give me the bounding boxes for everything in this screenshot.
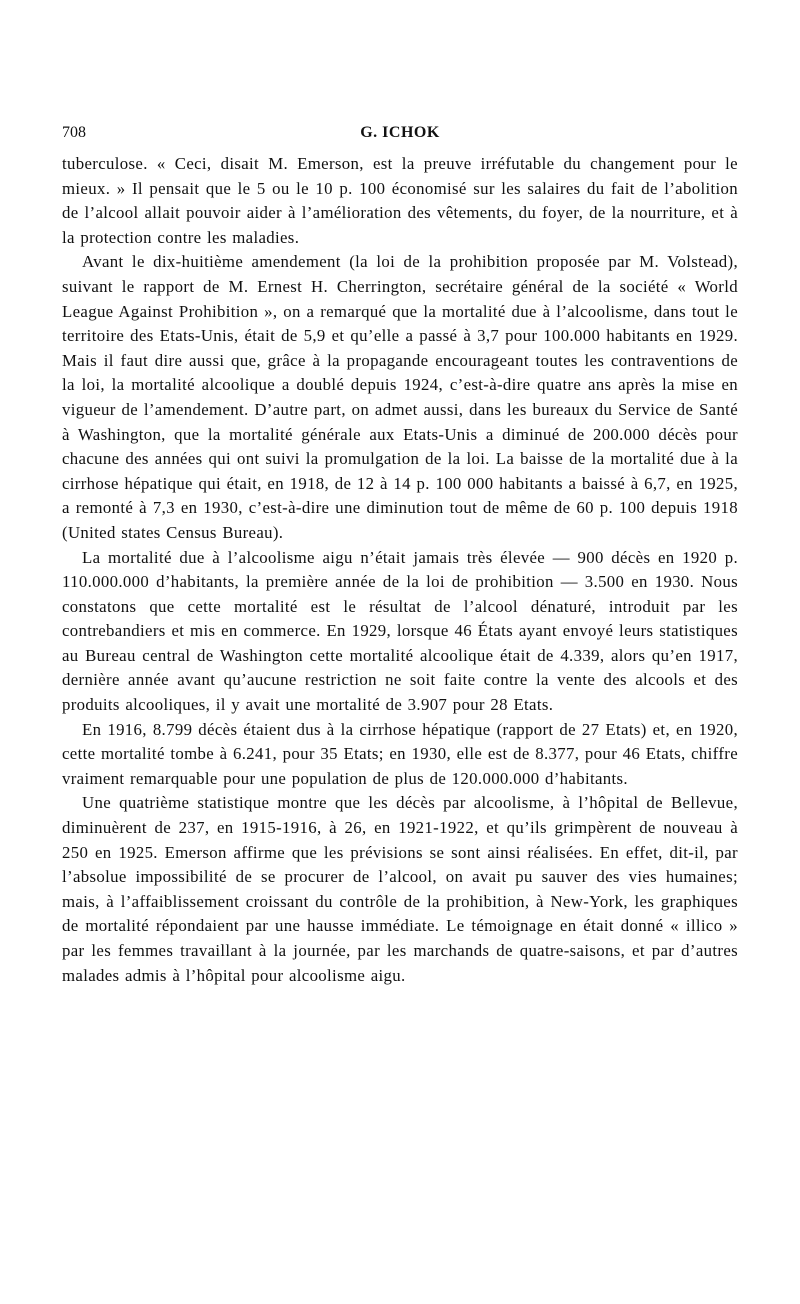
body-text [62, 152, 738, 988]
paragraph-acute-alcoholism: La mortalité due à l’alcoolisme aigu n’était jamais très élevée — 900 décès en 1920 p. 110.000.000 d’habitants, la première année de la loi de prohibition — 3.500 en 1930. Nous constatons que cette mortalité est le résultat de l’alcool dénaturé, introduit par les contrebandiers et mis en commerce. En 1929, lorsque 46 États ayant envoyé leurs statistiques au Bureau central de Washington cette mortalité alcoolique était de 4.339, alors qu’en 1917, dernière année avant qu’aucune restriction ne soit faite contre la vente des alcools et des produits alcooliques, il y avait une mortalité de 3.907 pour 28 Etats. [62, 547, 738, 715]
running-title: G. ICHOK [360, 124, 440, 141]
paragraph-cirrhosis: En 1916, 8.799 décès étaient dus à la cirrhose hépatique (rapport de 27 Etats) et, en 1920, cette mortalité tombe à 6.241, pour 35 Etats; en 1930, elle est de 8.377, pour 46 Etats, chiffre vraiment remarquable pour une population de plus de 120.000.000 d’habitants. [62, 719, 738, 788]
running-head [62, 116, 738, 152]
paragraph-amendment: Avant le dix-huitième amendement (la loi de la prohibition proposée par M. Volstead), suivant le rapport de M. Ernest H. Cherrington, secrétaire général de la société « World League Against Prohibition », on a remarqué que la mortalité due à l’alcoolisme, dans tout le territoire des Etats-Unis, était de 5,9 et qu’elle a passé à 3,7 pour 100.000 habitants en 1929. Mais il faut dire aussi que, grâce à la propagande encourageant toutes les contraventions de la loi, la mortalité alcoolique a doublé depuis 1924, c’est-à-dire quatre ans après la mise en vigueur de l’amendement. D’autre part, on admet aussi, dans les bureaux du Service de Santé à Washington, que la mortalité générale aux Etats-Unis a diminué de 200.000 décès pour chacune des années qui ont suivi la promulgation de la loi. La baisse de la mortalité due à la cirrhose hépatique qui était, en 1918, de 12 à 14 p. 100 000 habitants a baissé à 6,7, en 1925, a remonté à 7,3 en 1930, c’est-à-dire une diminution tout de même de 60 p. 100 depuis 1918 (United states Census Bureau). [62, 252, 738, 542]
page-number: 708 [62, 124, 86, 141]
paragraph-continuation: tuberculose. « Ceci, disait M. Emerson, est la preuve irréfutable du changement pour le mieux. » Il pensait que le 5 ou le 10 p. 100 économisé sur les salaires du fait de l’abolition de l’alcool allait pouvoir aider à l’amélioration des vêtements, du foyer, de la nourriture, et à la protection contre les maladies. [62, 154, 738, 247]
paragraph-bellevue: Une quatrième statistique montre que les décès par alcoolisme, à l’hôpital de Bellevue, diminuèrent de 237, en 1915-1916, à 26, en 1921-1922, et qu’ils grimpèrent de nouveau à 250 en 1925. Emerson affirme que les prévisions se sont ainsi réalisées. En effet, dit-il, par l’absolue impossibilité de se procurer de l’alcool, on avait pu sauver des vies humaines; mais, à l’affaiblissement croissant du contrôle de la prohibition, à New-York, les graphiques de mortalité répondaient par une hausse immédiate. Le témoignage en était donné « illico » par les femmes travaillant à la journée, par les marchands de quatre-saisons, et par d’autres malades admis à l’hôpital pour alcoolisme aigu. [62, 793, 738, 985]
book-page [62, 116, 738, 988]
